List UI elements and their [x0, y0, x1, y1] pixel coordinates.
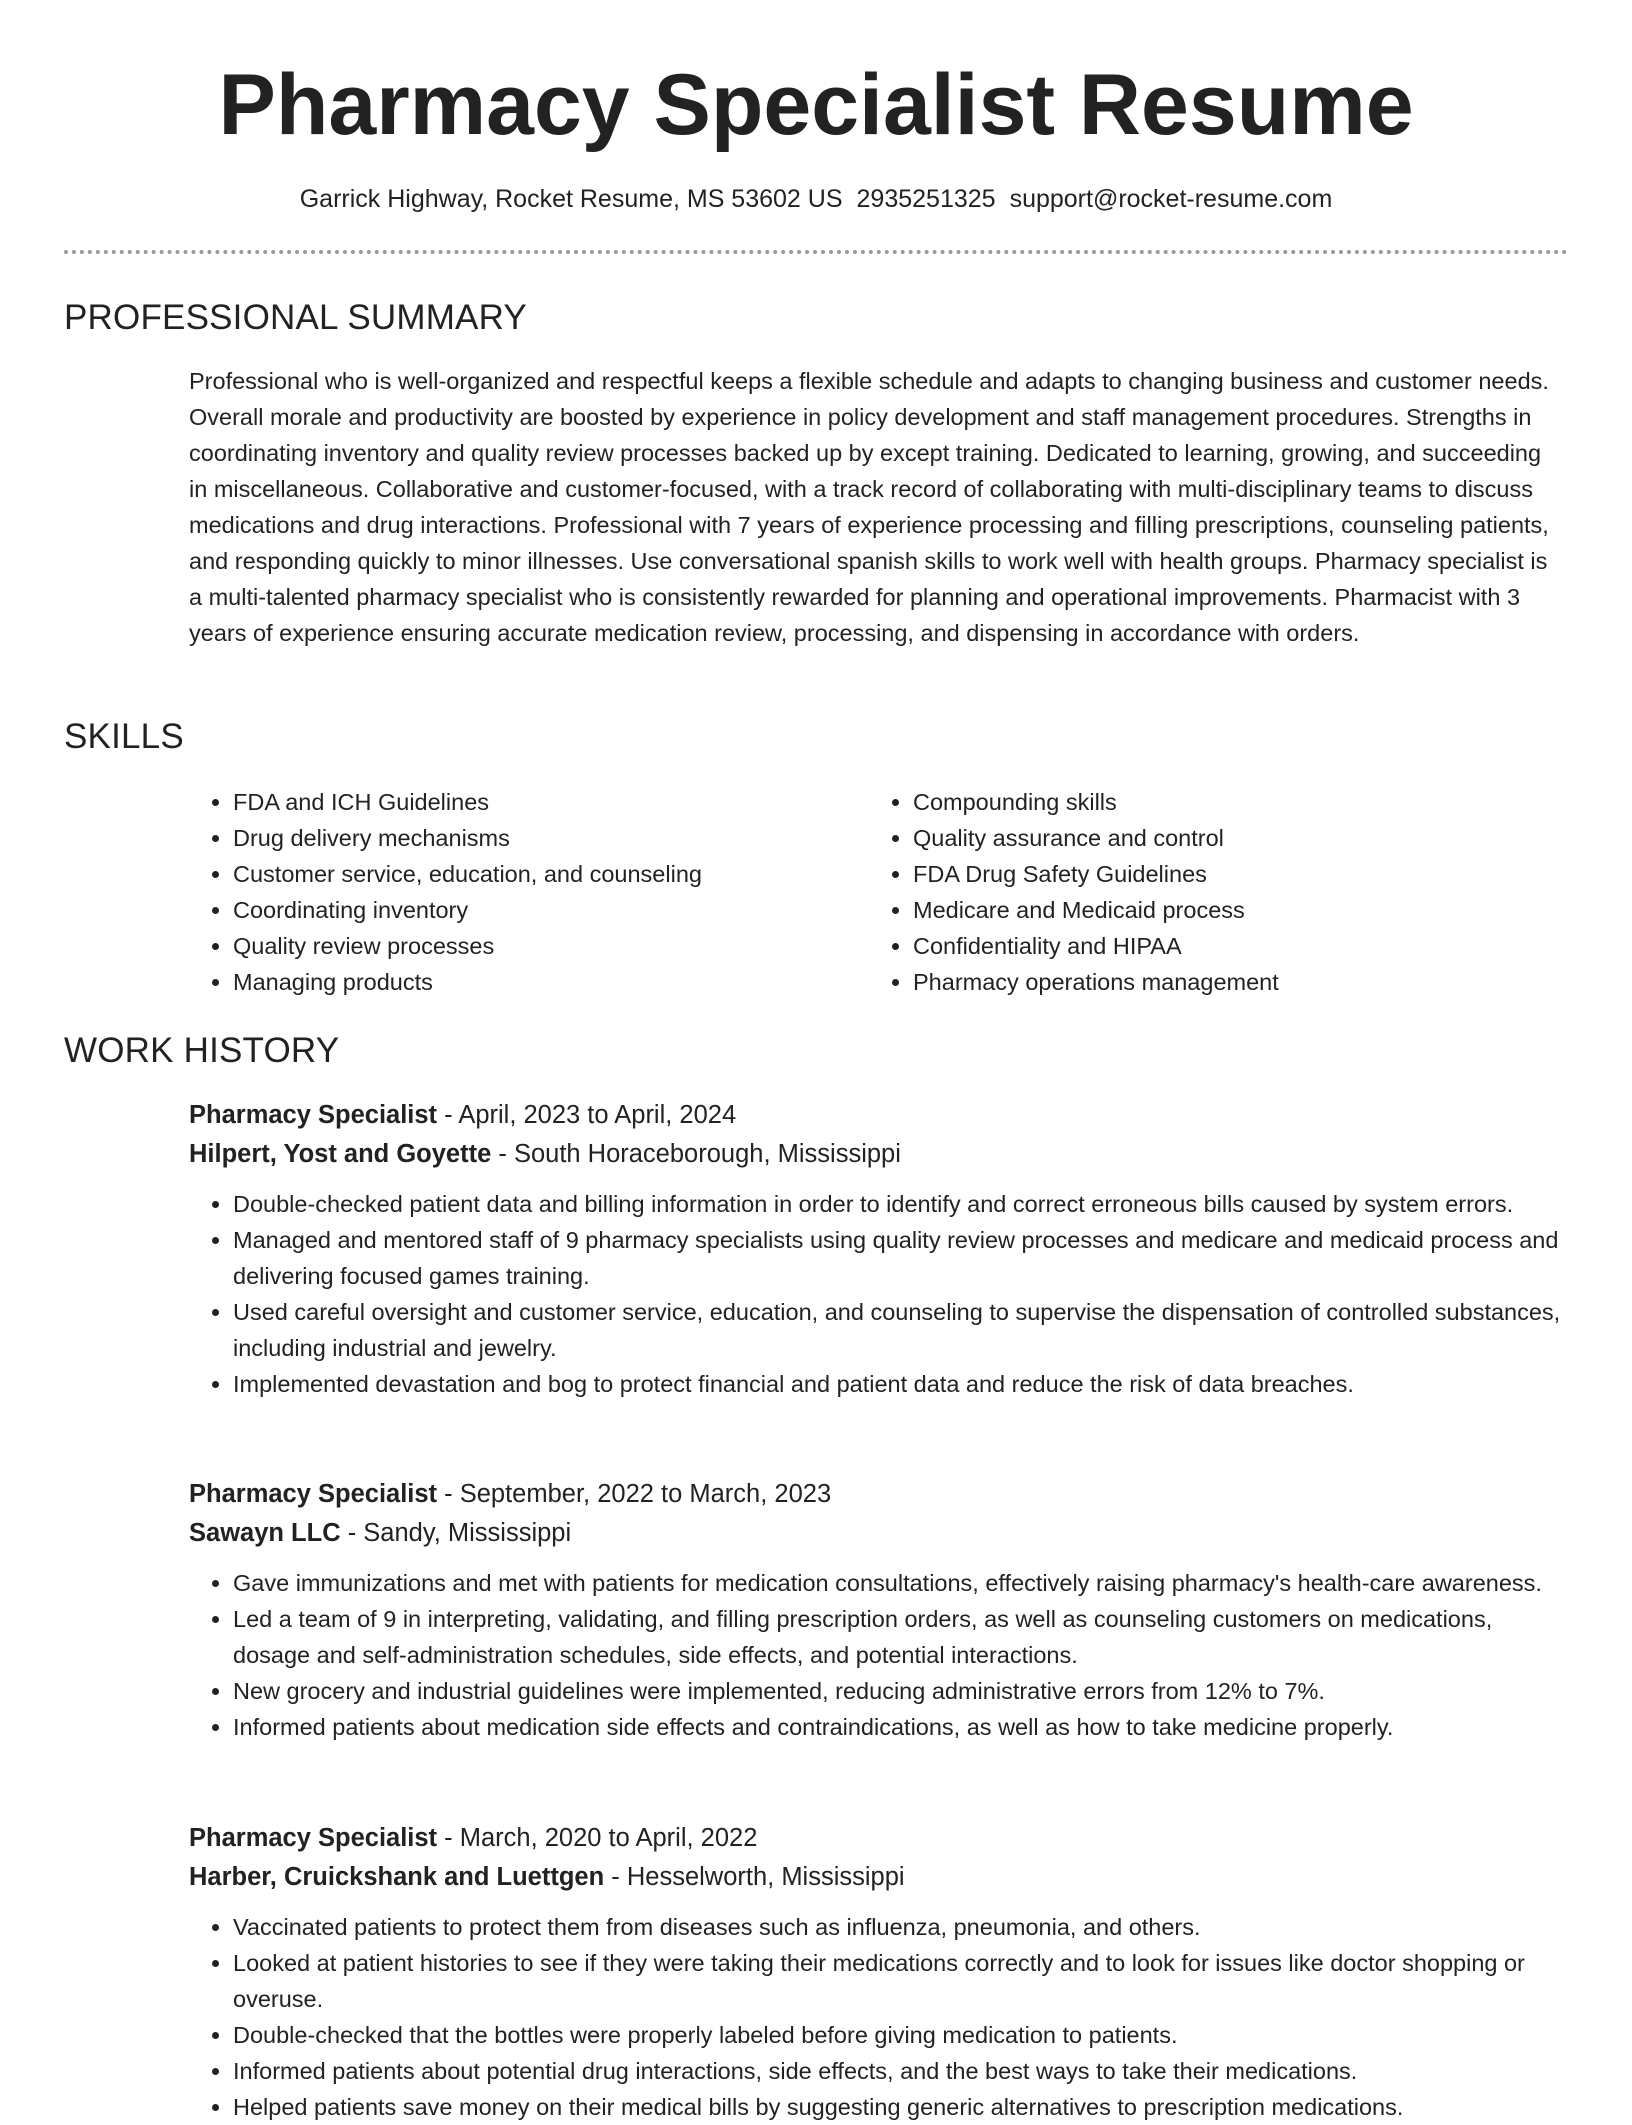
- job-bullets: [189, 1565, 1564, 1745]
- skill-item: • Drug delivery mechanisms: [233, 820, 833, 856]
- work-history-heading: WORK HISTORY: [64, 1031, 340, 1070]
- job-location: - Sandy, Mississippi: [340, 1519, 572, 1547]
- skills-heading: SKILLS: [64, 717, 184, 756]
- job-company: Harber, Cruickshank and Luettgen: [189, 1863, 605, 1891]
- skill-item: • Managing products: [233, 964, 833, 1000]
- job-title: Pharmacy Specialist: [189, 1480, 438, 1508]
- job-location: - South Horaceborough, Mississippi: [491, 1140, 901, 1168]
- job-company-line: [189, 1858, 1564, 1897]
- skills-list-left: [189, 784, 833, 1000]
- job-bullets: [189, 1186, 1564, 1402]
- job-title: Pharmacy Specialist: [189, 1101, 438, 1129]
- job-dates: - September, 2022 to March, 2023: [437, 1480, 832, 1508]
- skill-item: • FDA and ICH Guidelines: [233, 784, 833, 820]
- job-entry: [189, 1819, 1564, 2125]
- job-company: Hilpert, Yost and Goyette: [189, 1140, 492, 1168]
- skill-item: • Pharmacy operations management: [913, 964, 1593, 1000]
- resume-title: Pharmacy Specialist Resume: [218, 57, 1414, 153]
- skill-item: • Quality assurance and control: [913, 820, 1593, 856]
- job-bullets: [189, 1909, 1564, 2125]
- skills-list-right: [869, 784, 1593, 1000]
- summary-text: Professional who is well-organized and respectful keeps a flexible schedule and adapts to changing business and customer needs. Overall morale and productivity are boosted by experience in policy development and staff management procedures. Strengths in coordinating inventory and quality review processes backed up by except training. Dedicated to learning, growing, and succeeding in miscellaneous. Collaborative and customer-focused, with a track record of collaborating with multi-disciplinary teams to discuss medications and drug interactions. Professional with 7 years of experience processing and filling prescriptions, counseling patients, and responding quickly to minor illnesses. Use conversational spanish skills to work well with health groups. Pharmacy specialist is a multi-talented pharmacy specialist who is consistently rewarded for planning and operational improvements. Pharmacist with 3 years of experience ensuring accurate medication review, processing, and dispensing in accordance with orders.: [189, 368, 1549, 646]
- contact-phone: 2935251325: [856, 185, 996, 213]
- job-entry: [189, 1475, 1564, 1745]
- job-company: Sawayn LLC: [189, 1519, 341, 1547]
- job-title-line: [189, 1096, 1564, 1135]
- job-company-line: [189, 1135, 1564, 1174]
- job-bullet: • Led a team of 9 in interpreting, validating, and filling prescription orders, as well as counseling customers on medications, dosage and self-administration schedules, side effects, and potential interactions.: [233, 1601, 1564, 1673]
- job-bullet: • Helped patients save money on their medical bills by suggesting generic alternatives to prescription medications.: [233, 2089, 1564, 2125]
- job-bullet: • Looked at patient histories to see if they were taking their medications correctly and to look for issues like doctor shopping or overuse.: [233, 1945, 1564, 2017]
- job-company-line: [189, 1514, 1564, 1553]
- skill-item: • Quality review processes: [233, 928, 833, 964]
- skill-item: • FDA Drug Safety Guidelines: [913, 856, 1593, 892]
- job-title: Pharmacy Specialist: [189, 1824, 438, 1852]
- job-bullet: • Informed patients about medication side effects and contraindications, as well as how to take medicine properly.: [233, 1709, 1564, 1745]
- job-dates: - April, 2023 to April, 2024: [437, 1101, 737, 1129]
- job-bullet: • Implemented devastation and bog to protect financial and patient data and reduce the risk of data breaches.: [233, 1366, 1564, 1402]
- job-title-line: [189, 1819, 1564, 1858]
- skill-item: • Compounding skills: [913, 784, 1593, 820]
- job-bullet: • Gave immunizations and met with patients for medication consultations, effectively raising pharmacy's health-care awareness.: [233, 1565, 1564, 1601]
- job-title-line: [189, 1475, 1564, 1514]
- job-dates: - March, 2020 to April, 2022: [437, 1824, 758, 1852]
- job-bullet: • Used careful oversight and customer service, education, and counseling to supervise the dispensation of controlled substances, including industrial and jewelry.: [233, 1294, 1564, 1366]
- job-location: - Hesselworth, Mississippi: [604, 1863, 905, 1891]
- job-bullet: • New grocery and industrial guidelines were implemented, reducing administrative errors from 12% to 7%.: [233, 1673, 1564, 1709]
- skill-item: • Confidentiality and HIPAA: [913, 928, 1593, 964]
- job-bullet: • Double-checked patient data and billing information in order to identify and correct erroneous bills caused by system errors.: [233, 1186, 1564, 1222]
- skill-item: • Customer service, education, and counseling: [233, 856, 833, 892]
- skill-item: • Coordinating inventory: [233, 892, 833, 928]
- contact-address: Garrick Highway, Rocket Resume, MS 53602 US: [299, 185, 843, 213]
- job-bullet: • Informed patients about potential drug interactions, side effects, and the best ways to take their medications.: [233, 2053, 1564, 2089]
- contact-line: [0, 178, 1632, 220]
- job-entry: [189, 1096, 1564, 1402]
- job-bullet: • Vaccinated patients to protect them from diseases such as influenza, pneumonia, and others.: [233, 1909, 1564, 1945]
- header-divider: [64, 250, 1568, 254]
- job-bullet: • Double-checked that the bottles were properly labeled before giving medication to patients.: [233, 2017, 1564, 2053]
- job-bullet: • Managed and mentored staff of 9 pharmacy specialists using quality review processes and medicare and medicaid process and delivering focused games training.: [233, 1222, 1564, 1294]
- contact-email: support@rocket-resume.com: [1009, 185, 1333, 213]
- skill-item: • Medicare and Medicaid process: [913, 892, 1593, 928]
- summary-heading: PROFESSIONAL SUMMARY: [64, 298, 527, 337]
